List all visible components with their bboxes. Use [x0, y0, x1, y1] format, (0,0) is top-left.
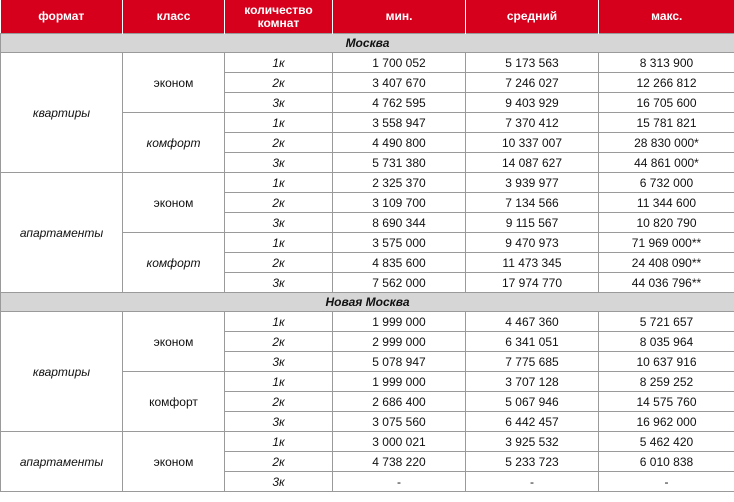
max-cell: 44 036 796** [599, 273, 734, 293]
avg-cell: 7 134 566 [466, 193, 599, 213]
max-cell: 5 721 657 [599, 312, 734, 332]
max-cell: - [599, 472, 734, 492]
section-row-new-moscow [1, 293, 734, 312]
max-cell: 12 266 812 [599, 73, 734, 93]
max-cell: 28 830 000* [599, 133, 734, 153]
rooms-cell: 3к [225, 213, 333, 233]
table-row [1, 312, 734, 332]
rooms-cell: 2к [225, 253, 333, 273]
table-row [1, 53, 734, 73]
rooms-cell: 1к [225, 432, 333, 452]
header-rooms: количество комнат [225, 0, 333, 34]
table-row [1, 432, 734, 452]
avg-cell: 9 115 567 [466, 213, 599, 233]
min-cell: 7 562 000 [333, 273, 466, 293]
section-row-moscow [1, 34, 734, 53]
avg-cell: 7 775 685 [466, 352, 599, 372]
max-cell: 14 575 760 [599, 392, 734, 412]
table-row [1, 173, 734, 193]
rooms-cell: 3к [225, 352, 333, 372]
header-avg: средний [466, 0, 599, 34]
avg-cell: 9 470 973 [466, 233, 599, 253]
max-cell: 8 259 252 [599, 372, 734, 392]
max-cell: 6 732 000 [599, 173, 734, 193]
min-cell: 2 999 000 [333, 332, 466, 352]
max-cell: 44 861 000* [599, 153, 734, 173]
class-cell: эконом [123, 312, 225, 372]
avg-cell: 3 707 128 [466, 372, 599, 392]
min-cell: 3 075 560 [333, 412, 466, 432]
avg-cell: 10 337 007 [466, 133, 599, 153]
class-cell: комфорт [123, 233, 225, 293]
rooms-cell: 3к [225, 273, 333, 293]
min-cell: 3 000 021 [333, 432, 466, 452]
min-cell: 1 999 000 [333, 312, 466, 332]
max-cell: 16 962 000 [599, 412, 734, 432]
avg-cell: - [466, 472, 599, 492]
max-cell: 10 637 916 [599, 352, 734, 372]
max-cell: 24 408 090** [599, 253, 734, 273]
rooms-cell: 1к [225, 173, 333, 193]
section-title: Новая Москва [1, 293, 734, 312]
avg-cell: 7 246 027 [466, 73, 599, 93]
rooms-cell: 1к [225, 312, 333, 332]
min-cell: 8 690 344 [333, 213, 466, 233]
rooms-cell: 2к [225, 452, 333, 472]
format-cell: апартаменты [1, 432, 123, 492]
rooms-cell: 2к [225, 133, 333, 153]
rooms-cell: 2к [225, 392, 333, 412]
max-cell: 10 820 790 [599, 213, 734, 233]
max-cell: 16 705 600 [599, 93, 734, 113]
max-cell: 11 344 600 [599, 193, 734, 213]
min-cell: 4 738 220 [333, 452, 466, 472]
rooms-cell: 3к [225, 412, 333, 432]
max-cell: 8 313 900 [599, 53, 734, 73]
avg-cell: 3 925 532 [466, 432, 599, 452]
min-cell: 4 762 595 [333, 93, 466, 113]
avg-cell: 5 173 563 [466, 53, 599, 73]
avg-cell: 3 939 977 [466, 173, 599, 193]
avg-cell: 9 403 929 [466, 93, 599, 113]
rooms-cell: 2к [225, 73, 333, 93]
rooms-cell: 3к [225, 93, 333, 113]
min-cell: 5 731 380 [333, 153, 466, 173]
max-cell: 6 010 838 [599, 452, 734, 472]
min-cell: 5 078 947 [333, 352, 466, 372]
rooms-cell: 1к [225, 233, 333, 253]
min-cell: 2 325 370 [333, 173, 466, 193]
min-cell: 3 407 670 [333, 73, 466, 93]
avg-cell: 6 341 051 [466, 332, 599, 352]
rooms-cell: 2к [225, 332, 333, 352]
rooms-cell: 3к [225, 153, 333, 173]
avg-cell: 14 087 627 [466, 153, 599, 173]
min-cell: - [333, 472, 466, 492]
class-cell: эконом [123, 53, 225, 113]
min-cell: 3 558 947 [333, 113, 466, 133]
rooms-cell: 3к [225, 472, 333, 492]
avg-cell: 7 370 412 [466, 113, 599, 133]
avg-cell: 4 467 360 [466, 312, 599, 332]
format-cell: апартаменты [1, 173, 123, 293]
min-cell: 3 575 000 [333, 233, 466, 253]
max-cell: 5 462 420 [599, 432, 734, 452]
format-cell: квартиры [1, 53, 123, 173]
min-cell: 2 686 400 [333, 392, 466, 412]
rooms-cell: 1к [225, 372, 333, 392]
header-row [1, 0, 734, 34]
header-max: макс. [599, 0, 734, 34]
min-cell: 3 109 700 [333, 193, 466, 213]
class-cell: комфорт [123, 113, 225, 173]
class-cell: комфорт [123, 372, 225, 432]
class-cell: эконом [123, 432, 225, 492]
max-cell: 71 969 000** [599, 233, 734, 253]
class-cell: эконом [123, 173, 225, 233]
min-cell: 4 490 800 [333, 133, 466, 153]
header-min: мин. [333, 0, 466, 34]
section-title: Москва [1, 34, 734, 53]
avg-cell: 6 442 457 [466, 412, 599, 432]
header-class: класс [123, 0, 225, 34]
rooms-cell: 1к [225, 53, 333, 73]
min-cell: 1 700 052 [333, 53, 466, 73]
min-cell: 1 999 000 [333, 372, 466, 392]
avg-cell: 17 974 770 [466, 273, 599, 293]
min-cell: 4 835 600 [333, 253, 466, 273]
max-cell: 8 035 964 [599, 332, 734, 352]
avg-cell: 5 067 946 [466, 392, 599, 412]
avg-cell: 5 233 723 [466, 452, 599, 472]
rooms-cell: 1к [225, 113, 333, 133]
max-cell: 15 781 821 [599, 113, 734, 133]
format-cell: квартиры [1, 312, 123, 432]
header-format: формат [1, 0, 123, 34]
rooms-cell: 2к [225, 193, 333, 213]
avg-cell: 11 473 345 [466, 253, 599, 273]
